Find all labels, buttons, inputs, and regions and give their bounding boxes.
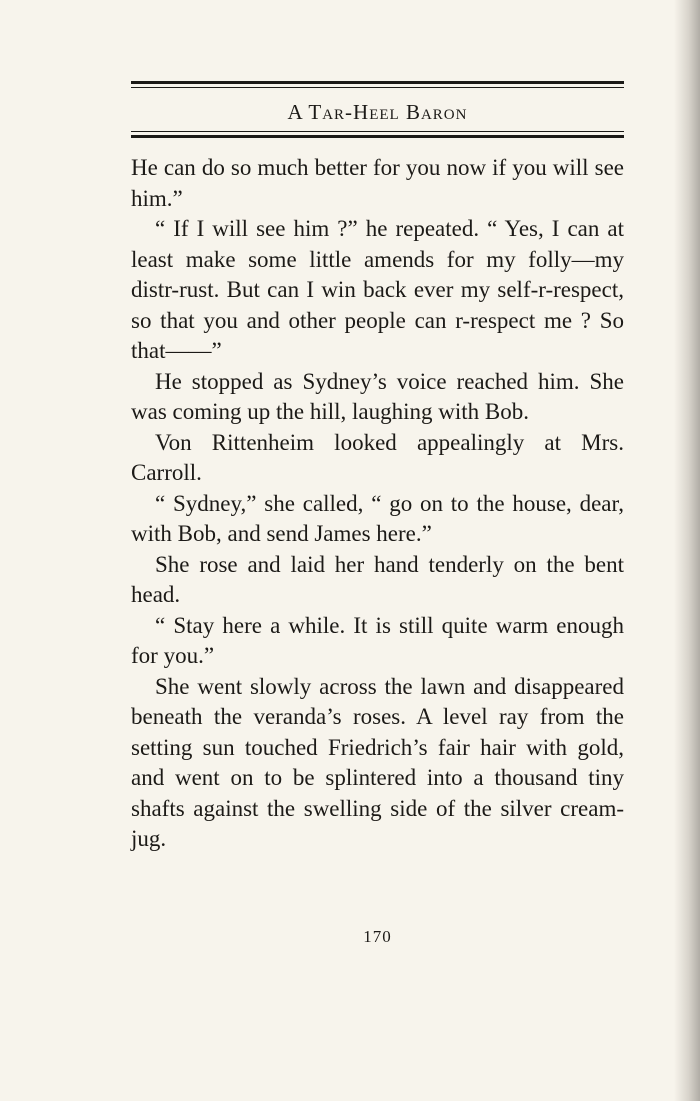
body-text xyxy=(131,153,624,855)
header-rule-top-thick xyxy=(131,81,624,84)
header-rule-bottom-thin xyxy=(131,131,624,132)
paragraph-6: She rose and laid her hand tenderly on the bent head. xyxy=(131,551,624,607)
paragraph-4: Von Rittenheim looked appealingly at Mrs. Carroll. xyxy=(131,429,624,485)
paragraph-1: He can do so much better for you now if you will see him.” xyxy=(131,155,624,211)
paragraph-3: He stopped as Sydney’s voice reached him. She was coming up the hill, laughing with Bob. xyxy=(131,368,624,424)
header-rule-top-thin xyxy=(131,87,624,88)
paragraph-2: “ If I will see him ?” he repeated. “ Yes, I can at least make some little amends for my folly—my distr-rust. But can I win back ever my self-r-respect, so that you and other people can r-respect me ? So that——” xyxy=(131,216,624,363)
header-rule-bottom-thick xyxy=(131,135,624,138)
page-edge-shadow xyxy=(674,0,700,1101)
paragraph-7: “ Stay here a while. It is still quite warm enough for you.” xyxy=(131,612,624,668)
paragraph-5: “ Sydney,” she called, “ go on to the house, dear, with Bob, and send James here.” xyxy=(131,490,624,546)
page-number: 170 xyxy=(363,927,392,946)
running-head: A Tar-Heel Baron xyxy=(287,100,468,124)
paragraph-8: She went slowly across the lawn and disappeared beneath the veranda’s roses. A level ray from the setting sun touched Friedrich’s fair hair with gold, and went on to be splintered into a thousand tiny shafts against the swelling side of the silver cream-jug. xyxy=(131,673,624,851)
